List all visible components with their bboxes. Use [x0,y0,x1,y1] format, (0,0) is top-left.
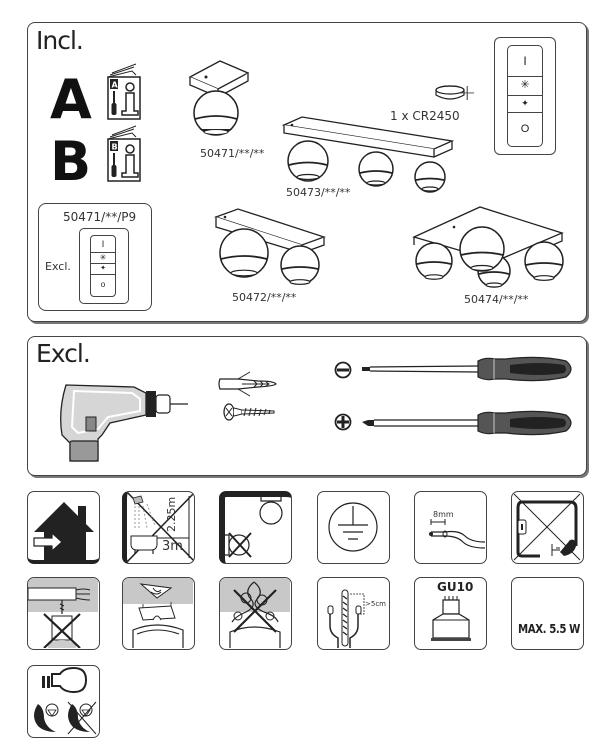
no-plug-connection-icon [511,491,584,564]
bulb-type-label: GU10 [437,580,474,594]
strip-length-label: 8mm [433,510,454,519]
spotlight-quad-icon [410,203,566,291]
manual-book-A-icon [106,63,146,121]
correct-cable-mounting-icon [122,577,195,650]
flat-screwdriver-icon [360,353,580,385]
variant-remote [90,235,116,297]
drill-icon [48,371,190,471]
excluded-section [27,336,587,476]
spotlight-double-icon [212,203,328,291]
battery-label: 1 x CR2450 [390,109,460,123]
variant-model-label: 50471/**/P9 [63,210,137,224]
variant-remote-bright-down-button: ✦ [91,263,115,275]
remote-bright-up-button: ✳ [508,76,542,96]
variant-remote-frame [79,228,129,304]
remote-on-button: I [508,46,542,77]
excluded-heading: Excl. [36,339,90,368]
strip-wire-icon [414,491,487,564]
product-model-50474: 50474/**/** [464,293,529,306]
bathroom-zone-icon [122,491,195,564]
phillips-symbol-icon [334,413,352,431]
no-wall-mount-icon [219,491,292,564]
flat-head-symbol-icon [334,361,352,379]
bathroom-distance-label: 3m [162,539,183,554]
svg-text:A: A [111,80,118,90]
bathroom-height-label: 2.25m [165,496,178,532]
product-model-50471: 50471/**/** [200,147,265,160]
remote-bright-down-button: ✦ [508,95,542,113]
variant-excl-label: Excl. [45,260,71,273]
earth-wire-longer-icon [317,577,390,650]
screw-icon [222,401,276,423]
plus-sign: + [458,81,477,106]
bulb-type-icon [414,577,487,650]
remote [507,45,543,147]
included-section [27,22,587,322]
variant-remote-on-button: I [91,236,115,253]
wall-plug-icon [218,371,278,397]
product-model-50472: 50472/**/** [232,291,297,304]
manual-letter-b: B [50,130,92,193]
remote-off-button: O [520,123,530,135]
spotlight-single-icon [186,59,266,139]
spotlight-triple-icon [282,113,454,195]
no-drilling-into-cables-icon [27,577,100,650]
indoor-use-only-icon [27,491,100,564]
manual-letter-a: A [50,68,92,131]
max-wattage-icon [511,577,584,650]
no-tangled-cables-icon [219,577,292,650]
remote-frame [494,37,556,155]
variant-remote-bright-up-button: ✳ [91,252,115,264]
earth-wire-length-label: >5cm [365,600,386,608]
dimmable-bulb-warning-icon [27,665,100,738]
max-wattage-label: MAX. 5.5 W [518,622,580,636]
svg-text:B: B [111,142,118,152]
manual-book-B-icon [106,125,146,183]
protective-earth-icon [317,491,390,564]
included-heading: Incl. [36,26,83,55]
variant-remote-off-button: o [100,280,106,289]
phillips-screwdriver-icon [360,407,580,439]
product-model-50473: 50473/**/** [286,186,351,199]
variant-box [38,203,152,311]
